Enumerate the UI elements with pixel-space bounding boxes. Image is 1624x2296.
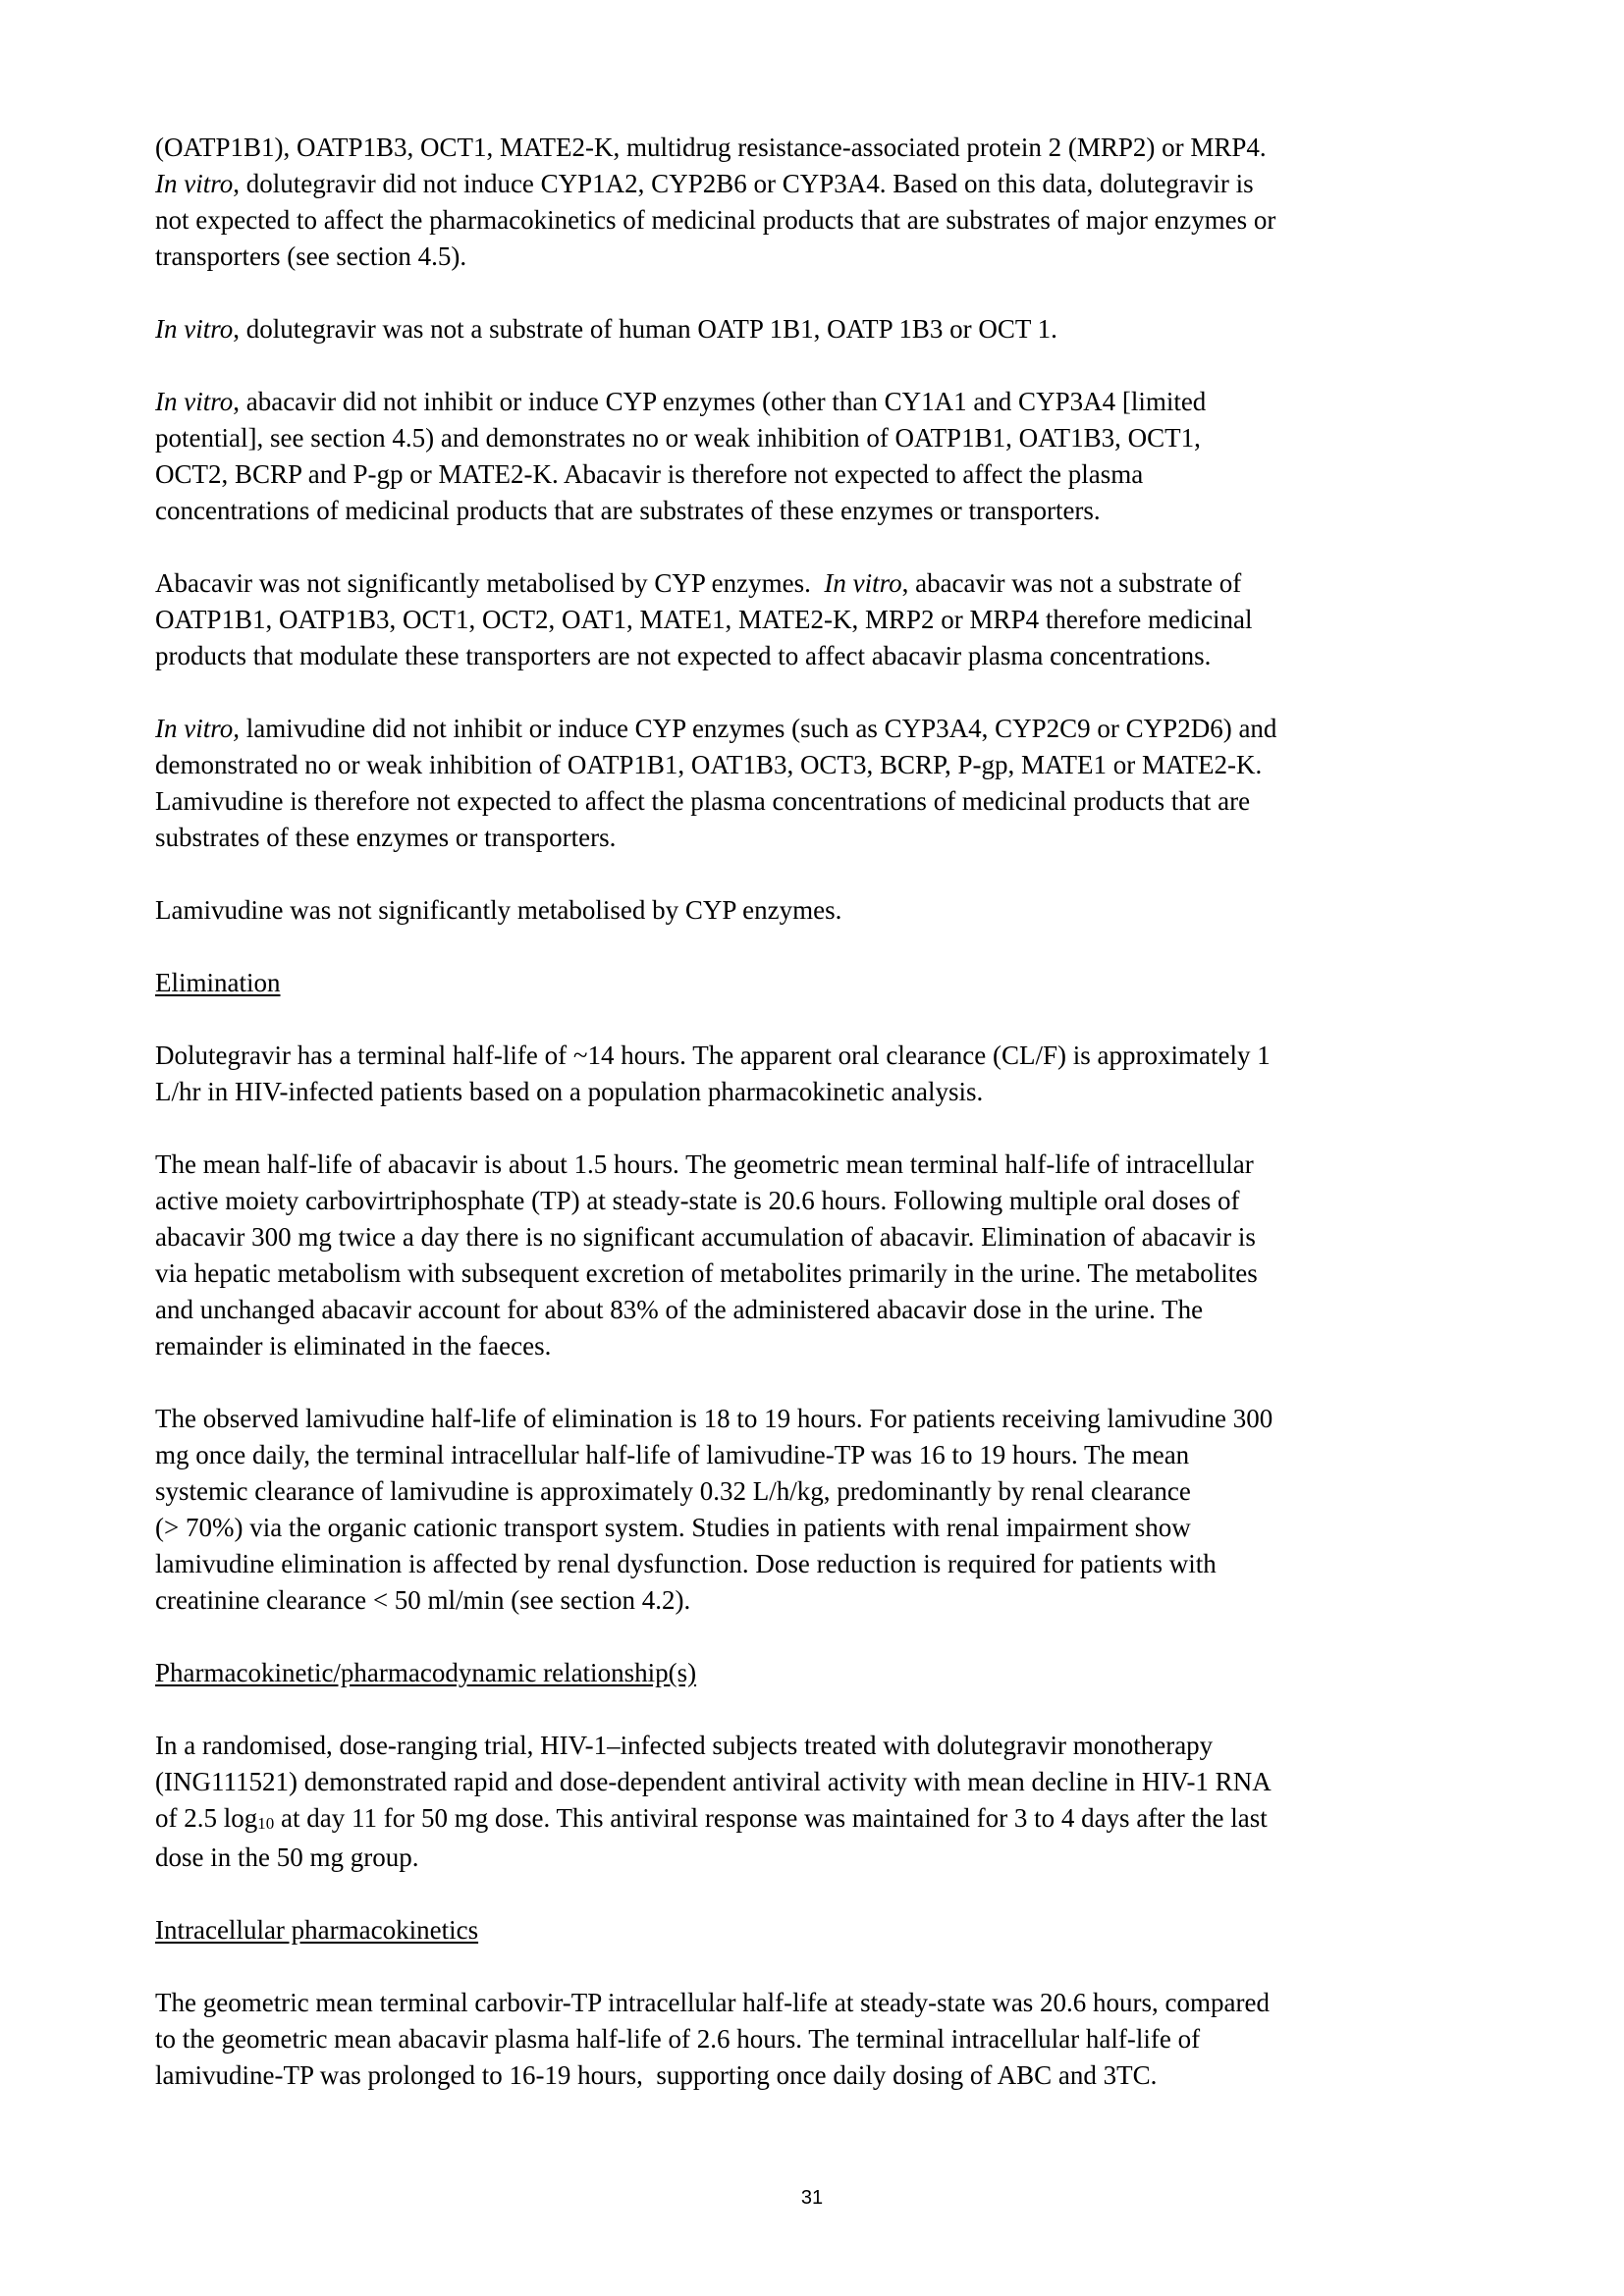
text-line: via hepatic metabolism with subsequent excretion of metabolites primarily in the urine. The metabolites bbox=[155, 1258, 1258, 1288]
paragraph-abacavir-cyp bbox=[155, 384, 1451, 529]
text-line: demonstrated no or weak inhibition of OATP1B1, OAT1B3, OCT3, BCRP, P-gp, MATE1 or MATE2-K. bbox=[155, 750, 1263, 779]
text-line: (OATP1B1), OATP1B3, OCT1, MATE2-K, multidrug resistance-associated protein 2 (MRP2) or MRP4. bbox=[155, 133, 1267, 162]
text-line: transporters (see section 4.5). bbox=[155, 241, 467, 271]
document-page bbox=[155, 130, 1451, 2130]
text-line bbox=[155, 711, 1451, 747]
text-line: substrates of these enzymes or transporters. bbox=[155, 823, 617, 852]
text-line: concentrations of medicinal products that are substrates of these enzymes or transporters. bbox=[155, 496, 1101, 525]
paragraph-lamivudine-metabolism bbox=[155, 892, 1451, 929]
section-heading-pkpd: Pharmacokinetic/pharmacodynamic relationship(s) bbox=[155, 1658, 697, 1687]
paragraph-lamivudine-cyp bbox=[155, 711, 1451, 856]
text-line bbox=[155, 565, 1451, 602]
text-line: mg once daily, the terminal intracellular half-life of lamivudine-TP was 16 to 19 hours. The mean bbox=[155, 1440, 1190, 1469]
text-line: creatinine clearance < 50 ml/min (see section 4.2). bbox=[155, 1585, 691, 1615]
paragraph-lamivudine-elimination bbox=[155, 1401, 1451, 1619]
text-line: products that modulate these transporters are not expected to affect abacavir plasma concentrations. bbox=[155, 641, 1212, 670]
section-heading-elimination: Elimination bbox=[155, 968, 281, 997]
text-line: dose in the 50 mg group. bbox=[155, 1842, 419, 1872]
text-line: The geometric mean terminal carbovir-TP intracellular half-life at steady-state was 20.6 hours, compared bbox=[155, 1988, 1271, 2017]
paragraph-dolutegravir-substrate bbox=[155, 311, 1451, 347]
paragraph-intracellular bbox=[155, 1985, 1451, 2094]
page-number: 31 bbox=[800, 2187, 824, 2209]
text-fragment: Abacavir was not significantly metabolised by CYP enzymes. bbox=[155, 568, 825, 598]
text-line: lamivudine elimination is affected by renal dysfunction. Dose reduction is required for patients with bbox=[155, 1549, 1217, 1578]
italic-in-vitro: In vitro bbox=[824, 568, 902, 598]
text-line bbox=[155, 311, 1451, 347]
text-line: OATP1B1, OATP1B3, OCT1, OCT2, OAT1, MATE1, MATE2-K, MRP2 or MRP4 therefore medicinal bbox=[155, 605, 1253, 634]
paragraph-dolutegravir-elimination bbox=[155, 1038, 1451, 1110]
subscript-log-base: 10 bbox=[257, 1814, 275, 1833]
text-line bbox=[155, 1800, 1451, 1840]
text-line: OCT2, BCRP and P-gp or MATE2-K. Abacavir is therefore not expected to affect the plasma bbox=[155, 459, 1144, 489]
italic-in-vitro: In vitro bbox=[155, 387, 234, 416]
paragraph-pkpd bbox=[155, 1728, 1451, 1876]
text-line: to the geometric mean abacavir plasma half-life of 2.6 hours. The terminal intracellular half-life of bbox=[155, 2024, 1201, 2054]
italic-in-vitro: In vitro, bbox=[155, 714, 240, 743]
text-fragment: , dolutegravir did not induce CYP1A2, CYP2B6 or CYP3A4. Based on this data, dolutegravir is bbox=[233, 169, 1254, 198]
text-fragment: of 2.5 log bbox=[155, 1803, 258, 1833]
text-fragment: at day 11 for 50 mg dose. This antiviral response was maintained for 3 to 4 days after the last bbox=[274, 1803, 1268, 1833]
text-fragment: , dolutegravir was not a substrate of human OATP 1B1, OATP 1B3 or OCT 1. bbox=[233, 314, 1057, 344]
text-line bbox=[155, 166, 1451, 202]
text-line: The mean half-life of abacavir is about 1.5 hours. The geometric mean terminal half-life of intracellular bbox=[155, 1149, 1254, 1179]
text-line: (> 70%) via the organic cationic transport system. Studies in patients with renal impairment show bbox=[155, 1513, 1191, 1542]
text-line: abacavir 300 mg twice a day there is no significant accumulation of abacavir. Elimination of abacavir is bbox=[155, 1222, 1256, 1252]
italic-in-vitro: In vitro bbox=[155, 169, 234, 198]
paragraph-transporter-inhibition bbox=[155, 130, 1451, 275]
text-line: active moiety carbovirtriphosphate (TP) at steady-state is 20.6 hours. Following multiple oral doses of bbox=[155, 1186, 1240, 1215]
text-line: systemic clearance of lamivudine is approximately 0.32 L/h/kg, predominantly by renal clearance bbox=[155, 1476, 1191, 1506]
text-line: and unchanged abacavir account for about 83% of the administered abacavir dose in the urine. The bbox=[155, 1295, 1204, 1324]
italic-in-vitro: In vitro bbox=[155, 314, 234, 344]
text-line: potential], see section 4.5) and demonstrates no or weak inhibition of OATP1B1, OAT1B3, OCT1, bbox=[155, 423, 1201, 453]
text-line: lamivudine-TP was prolonged to 16-19 hours, supporting once daily dosing of ABC and 3TC. bbox=[155, 2060, 1158, 2090]
text-line: L/hr in HIV-infected patients based on a population pharmacokinetic analysis. bbox=[155, 1077, 984, 1106]
text-line: In a randomised, dose-ranging trial, HIV-1–infected subjects treated with dolutegravir monotherapy bbox=[155, 1731, 1214, 1760]
paragraph-abacavir-elimination bbox=[155, 1147, 1451, 1364]
text-fragment: , abacavir did not inhibit or induce CYP enzymes (other than CY1A1 and CYP3A4 [limited bbox=[233, 387, 1207, 416]
text-fragment: , abacavir was not a substrate of bbox=[901, 568, 1242, 598]
text-line: The observed lamivudine half-life of elimination is 18 to 19 hours. For patients receiving lamivudine 300 bbox=[155, 1404, 1273, 1433]
paragraph-abacavir-metabolism bbox=[155, 565, 1451, 674]
section-heading-intracellular: Intracellular pharmacokinetics bbox=[155, 1915, 479, 1945]
text-line: not expected to affect the pharmacokinetics of medicinal products that are substrates of major enzymes or bbox=[155, 205, 1276, 235]
text-line: (ING111521) demonstrated rapid and dose-dependent antiviral activity with mean decline in HIV-1 RNA bbox=[155, 1767, 1272, 1796]
text-line: Lamivudine was not significantly metabolised by CYP enzymes. bbox=[155, 895, 842, 925]
text-line bbox=[155, 384, 1451, 420]
text-line: remainder is eliminated in the faeces. bbox=[155, 1331, 552, 1361]
text-fragment: lamivudine did not inhibit or induce CYP enzymes (such as CYP3A4, CYP2C9 or CYP2D6) and bbox=[239, 714, 1277, 743]
text-line: Lamivudine is therefore not expected to affect the plasma concentrations of medicinal products that are bbox=[155, 786, 1251, 816]
text-line: Dolutegravir has a terminal half-life of ~14 hours. The apparent oral clearance (CL/F) is approximately 1 bbox=[155, 1041, 1271, 1070]
